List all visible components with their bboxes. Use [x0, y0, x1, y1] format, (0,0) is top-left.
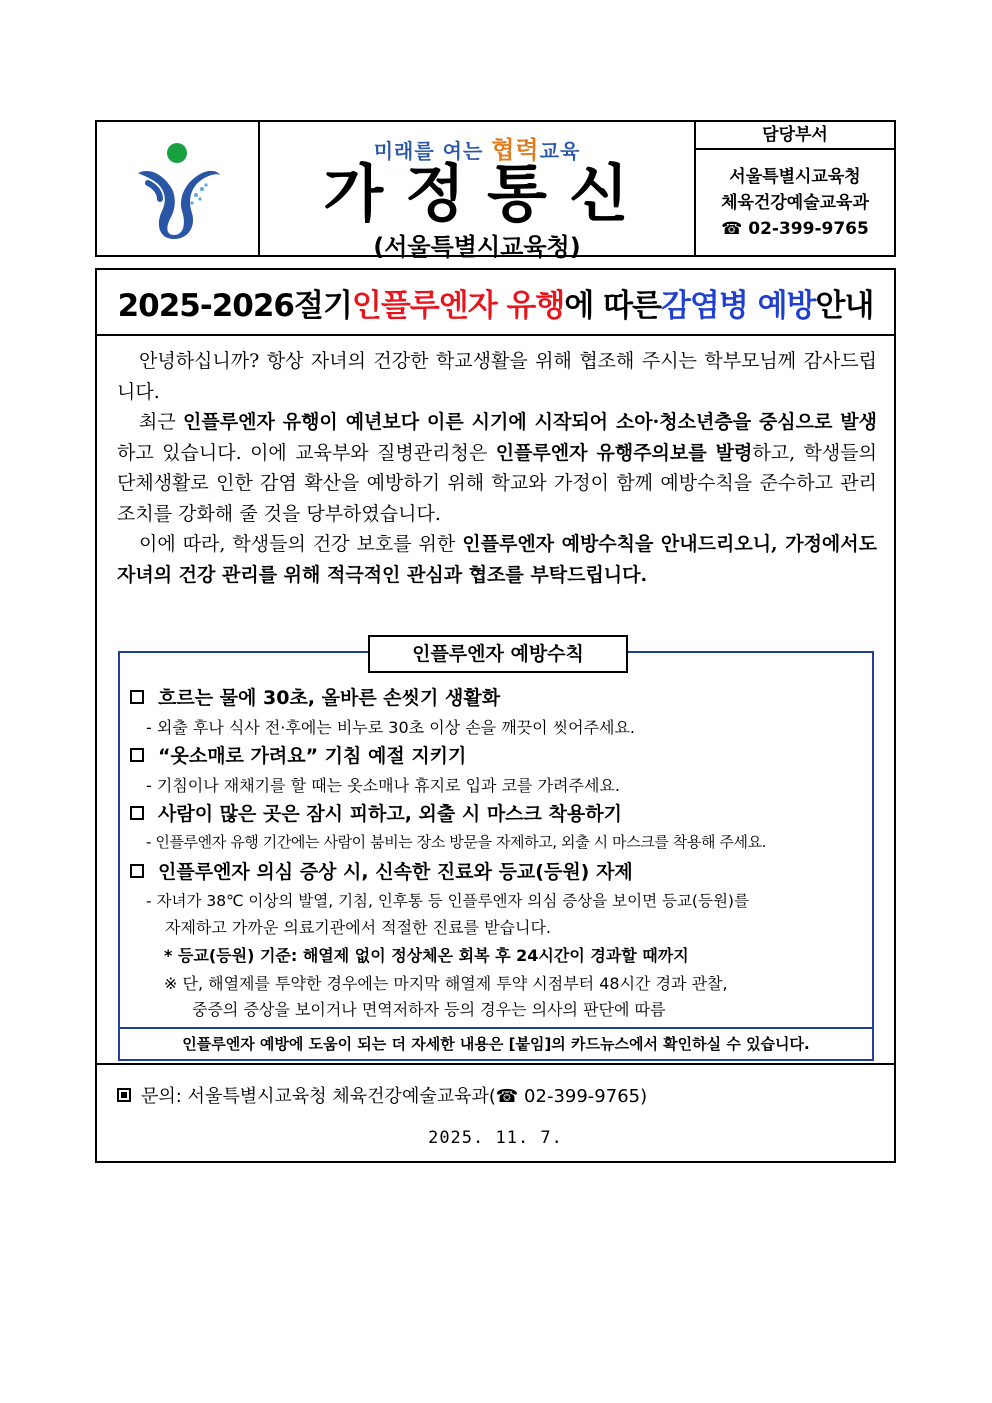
- title-part: 안내: [815, 287, 874, 324]
- checkbox-icon: [130, 864, 144, 878]
- rules-footer-note: 인플루엔자 예방에 도움이 되는 더 자세한 내용은 [붙임]의 카드뉴스에서 확인하실 수 있습니다.: [120, 1027, 872, 1059]
- title-highlight-blue: 감염병 예방: [660, 287, 816, 324]
- page-subtitle: (서울특별시교육청): [373, 233, 581, 261]
- rule-detail: - 기침이나 재채기를 할 때는 옷소매나 휴지로 입과 코를 가려주세요.: [146, 776, 620, 795]
- department-label: 담당부서: [696, 122, 894, 150]
- square-bullet-icon: [117, 1088, 131, 1102]
- title-part: 에 따른: [564, 287, 661, 324]
- title-part: 2025-2026절기: [117, 287, 352, 324]
- criteria-note-continued: 중증의 증상을 보이거나 면역저하자 등의 경우는 의사의 판단에 따름: [192, 1000, 666, 1019]
- department-division: 체육건강예술교육과: [721, 192, 869, 213]
- rule-detail: - 인플루엔자 유행 기간에는 사람이 붐비는 장소 방문을 자제하고, 외출 시 마스크를 착용해 주세요.: [146, 833, 767, 851]
- logo-icon: [130, 139, 226, 239]
- slogan-part: 미래를 여는: [373, 139, 492, 163]
- education-office-logo: [97, 122, 260, 255]
- rule-heading: 사람이 많은 곳은 잠시 피하고, 외출 시 마스크 착용하기: [158, 803, 622, 825]
- rule-heading: “옷소매로 가려요” 기침 예절 지키기: [158, 745, 467, 767]
- rule-item-2: [130, 741, 466, 768]
- department-phone: ☎ 02-399-9765: [721, 218, 869, 239]
- contact-text: 문의: 서울특별시교육청 체육건강예술교육과(☎ 02-399-9765): [141, 1086, 648, 1107]
- rule-detail: - 외출 후나 식사 전·후에는 비누로 30초 이상 손을 깨끗이 씻어주세요.: [146, 718, 636, 737]
- text-span: 이에 따라, 학생들의 건강 보호를 위한: [139, 533, 463, 555]
- rule-heading: 인플루엔자 의심 증상 시, 신속한 진료와 등교(등원) 자제: [158, 861, 633, 883]
- text-span: 하고 있습니다. 이에 교육부와 질병관리청은: [117, 441, 496, 464]
- text-bold: 인플루엔자 유행이 예년보다 이른 시기에 시작되어 소아·청소년층을 중심으로 발생: [183, 411, 877, 433]
- notice-body: [117, 346, 877, 590]
- text-bold: 인플루엔자 유행주의보를 발령: [495, 441, 753, 464]
- slogan-highlight: 협력: [491, 136, 540, 164]
- letter-header: [95, 120, 896, 261]
- paragraph-situation: [117, 407, 877, 529]
- paragraph-greeting: 안녕하십니까? 항상 자녀의 건강한 학교생활을 위해 협조해 주시는 학부모님께 감사드립니다.: [117, 350, 877, 403]
- text-span: 최근: [139, 411, 184, 433]
- divider: [97, 1063, 894, 1065]
- slogan-part: 교육: [539, 139, 581, 163]
- rule-item-4: [130, 857, 633, 884]
- contact-info: [117, 1082, 647, 1108]
- return-criteria: * 등교(등원) 기준: 해열제 없이 정상체온 회복 후 24시간이 경과할 때까지: [164, 946, 689, 965]
- rule-detail: - 자녀가 38℃ 이상의 발열, 기침, 인후통 등 인플루엔자 의심 증상을 보이면 등교(등원)를: [146, 892, 749, 910]
- text-bold: 인플루엔자 예방수칙을 안내드리오니, 가정에서도 자녀의 건강 관리를 위해 적극적인 관심과 협조를 부탁드립니다.: [117, 533, 877, 586]
- title-highlight-red: 인플루엔자 유행: [351, 287, 565, 324]
- checkbox-icon: [130, 806, 144, 820]
- checkbox-icon: [130, 748, 144, 762]
- notice-title: [97, 270, 894, 336]
- department-block: [696, 122, 894, 255]
- page-title: 가정통신: [323, 157, 651, 230]
- text-span: 하고, 학생들의 단체생활로 인한 감염 확산을 예방하기 위해 학교와 가정이 함께 예방수칙을 준수하고 관리 조치를 강화해 줄 것을 당부하였습니다.: [117, 441, 877, 525]
- department-org: 서울특별시교육청: [729, 166, 861, 187]
- paragraph-request: [117, 529, 877, 590]
- rule-detail-continued: 자제하고 가까운 의료기관에서 적절한 진료를 받습니다.: [165, 918, 552, 937]
- issue-date: 2025. 11. 7.: [428, 1128, 563, 1148]
- rule-item-1: [130, 683, 500, 710]
- rules-tab-title: 인플루엔자 예방수칙: [368, 635, 628, 673]
- header-title-block: [260, 122, 696, 261]
- checkbox-icon: [130, 690, 144, 704]
- rule-heading: 흐르는 물에 30초, 올바른 손씻기 생활화: [158, 687, 501, 709]
- rule-item-3: [130, 799, 622, 826]
- notice-box: [95, 268, 896, 1163]
- prevention-rules-box: [118, 643, 874, 1061]
- criteria-note: ※ 단, 해열제를 투약한 경우에는 마지막 해열제 투약 시점부터 48시간 경과 관찰,: [164, 974, 728, 993]
